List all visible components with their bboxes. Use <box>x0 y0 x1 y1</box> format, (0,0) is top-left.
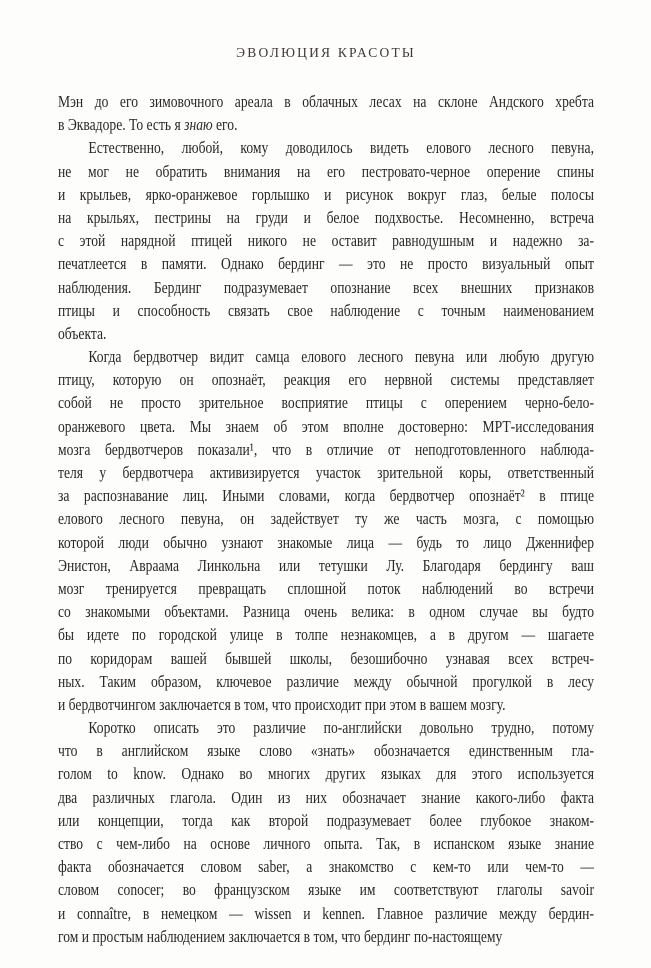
paragraph <box>58 90 594 136</box>
text-line: собой не просто зрительное восприятие птицы с оперением черно-бело- <box>58 393 594 413</box>
text-line: по коридорам вашей бывшей школы, безошибочно узнавая всех встреч- <box>58 648 594 668</box>
text-line: с этой нарядной птицей никого не оставит равнодушным и надежно за- <box>58 231 594 251</box>
text-line: печатлеется в памяти. Однако бердинг — это не просто визуальный опыт <box>58 254 594 274</box>
paragraph <box>58 716 594 948</box>
text-line: гом и простым наблюдением заключается в том, что бердинг по-настоящему <box>58 926 503 946</box>
text-line: Мэн до его зимовочного ареала в облачных лесах на склоне Андского хребта <box>58 92 594 111</box>
text-line: за распознавание лиц. Иными словами, когда бердвотчер опознаёт² в птице <box>58 486 594 506</box>
text-line: не мог не обратить внимания на его пестровато-черное оперение спины <box>58 161 594 181</box>
text-line: оранжевого цвета. Мы знаем об этом вполне достоверно: МРТ-исследования <box>58 416 594 436</box>
text-line: в Эквадоре. То есть я знаю его. <box>58 115 238 135</box>
emphasis-text: знаю <box>184 115 213 135</box>
text-line: и бердвотчингом заключается в том, что происходит при этом в вашем мозгу. <box>58 694 506 714</box>
text-line: или концепции, тогда как второй подразумевает более глубокое знаком- <box>58 810 594 830</box>
text-line: ных. Таким образом, ключевое различие между обычной прогулкой в лесу <box>58 671 594 691</box>
text-line: что в английском языке слово «знать» обозначается единственным гла- <box>58 741 594 761</box>
text-line: мозга бердвотчеров показали¹, что в отличие от неподготовленного наблюда- <box>58 439 594 459</box>
text-line: словом conocer; во французском языке им соответствуют глаголы savoir <box>58 880 594 900</box>
text-line: объекта. <box>58 323 107 343</box>
text-line: голом to know. Однако во многих других языках для этого используется <box>58 764 594 784</box>
text-line: елового лесного певуна, он задействует ту же часть мозга, с помощью <box>58 509 594 529</box>
paragraph <box>58 136 594 345</box>
text-line: мозг тренируется превращать сплошной поток наблюдений во встречи <box>58 578 594 598</box>
text-line: Энистон, Авраама Линкольна или тетушки Лу. Благодаря бердингу ваш <box>58 555 594 575</box>
text-line: которой люди обычно узнают знакомые лица — будь то лицо Дженнифер <box>58 532 594 552</box>
running-header: ЭВОЛЮЦИЯ КРАСОТЫ <box>236 45 416 60</box>
text-line: и крыльев, ярко-оранжевое горлышко и рисунок вокруг глаз, белые полосы <box>58 184 594 204</box>
text-line: и connaître, в немецком — wissen и kennen. Главное различие между бердин- <box>58 903 594 923</box>
text-line: Когда бердвотчер видит самца елового лесного певуна или любую другую <box>88 347 595 367</box>
text-line: два различных глагола. Один из них обозначает знание какого-либо факта <box>58 787 594 807</box>
text-line: наблюдения. Бердинг подразумевает опознание всех внешних признаков <box>58 277 594 297</box>
paragraph <box>58 345 594 716</box>
text-line: бы идете по городской улице в толпе незнакомцев, а в другом — шагаете <box>58 625 594 645</box>
text-line: ство с чем-либо на основе личного опыта. Так, в испанском языке знание <box>58 834 594 853</box>
text-line: Коротко описать это различие по-английски довольно трудно, потому <box>88 718 595 738</box>
text-line: со знакомыми объектами. Разница очень велика: в одном случае вы будто <box>58 602 594 622</box>
text-line: на крыльях, пестрины на груди и белое подхвостье. Несомненно, встреча <box>58 207 594 227</box>
text-line: факта обозначается словом saber, а знакомство с кем-то или чем-то — <box>58 857 594 877</box>
text-line: птицу, которую он опознаёт, реакция его нервной системы представляет <box>58 370 594 390</box>
text-line: теля у бердвотчера активизируется участок зрительной коры, ответственный <box>58 463 594 482</box>
text-line: птицы и способность связать свое наблюдение с точным наименованием <box>58 300 594 320</box>
text-line: Естественно, любой, кому доводилось видеть елового лесного певуна, <box>88 138 595 158</box>
page-text-block <box>58 90 594 948</box>
